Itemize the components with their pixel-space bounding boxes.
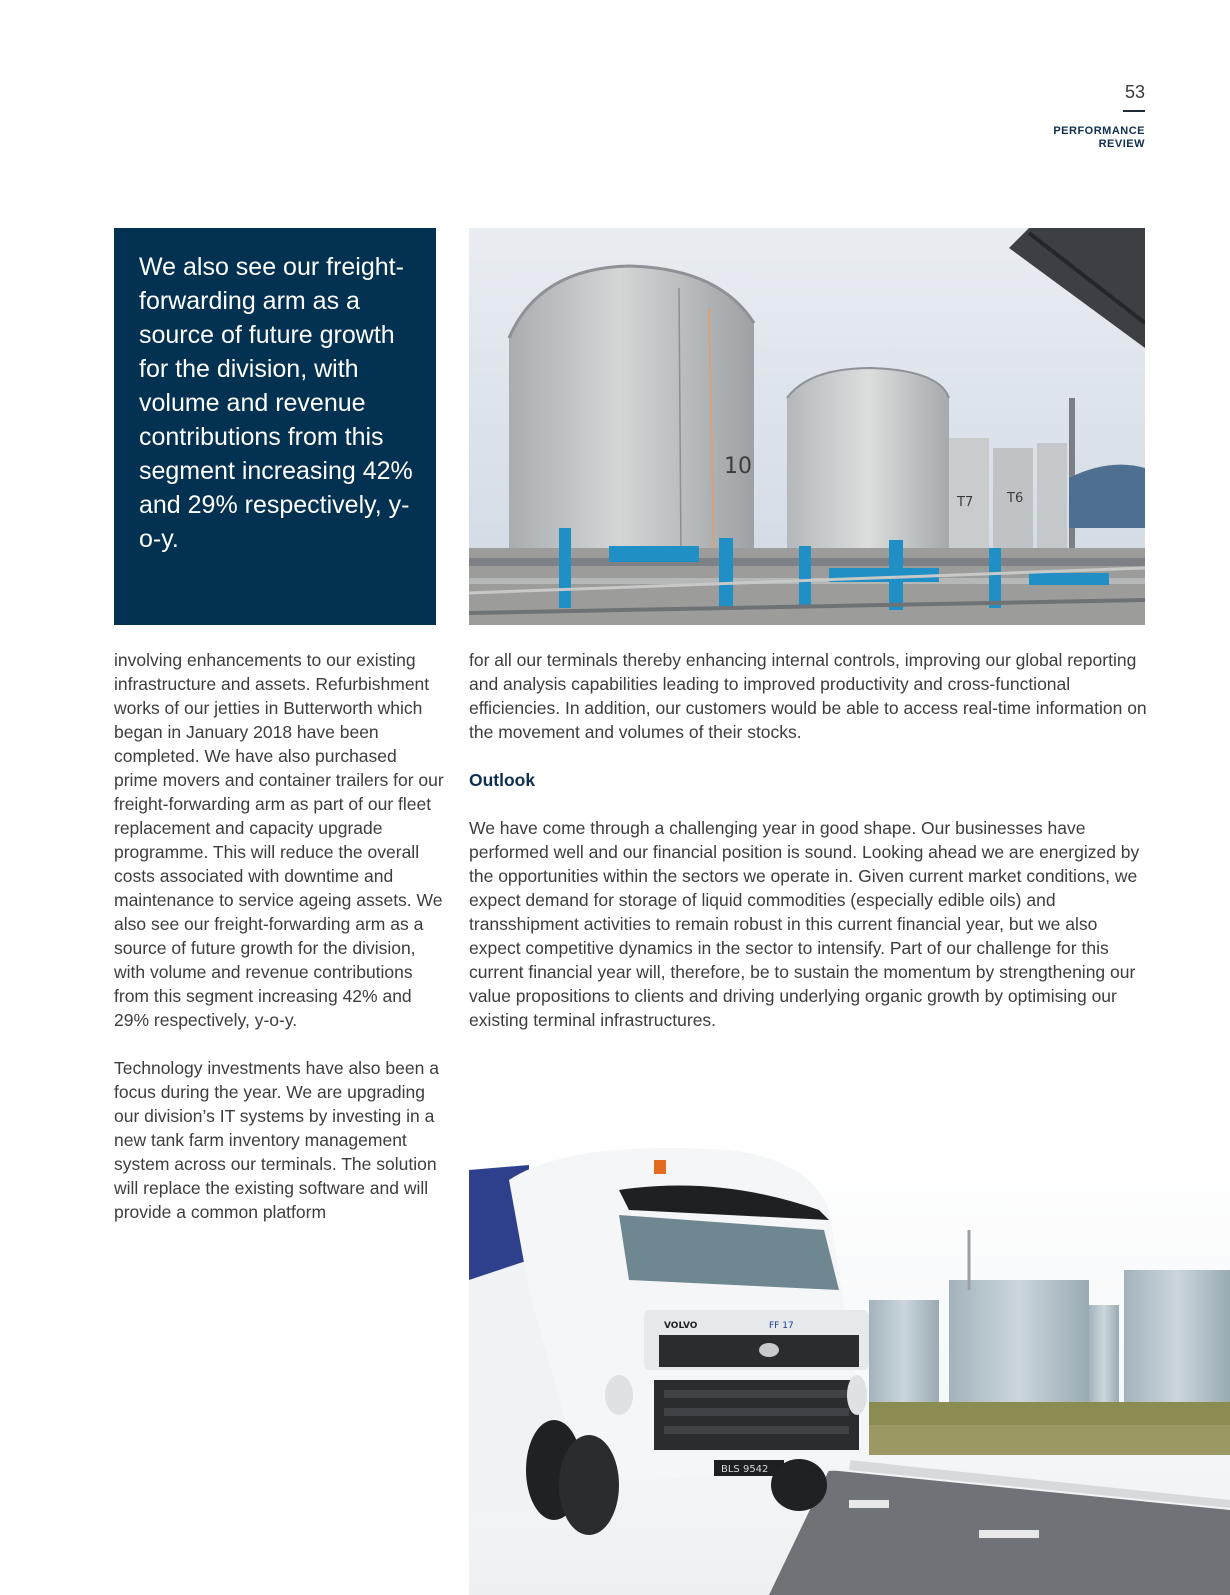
truck-number-plate: BLS 9542 bbox=[721, 1464, 769, 1475]
section-label-line1: PERFORMANCE bbox=[1053, 125, 1145, 137]
tank-marking-t7: T7 bbox=[957, 495, 974, 510]
tank-marking-t6: T6 bbox=[1007, 491, 1024, 506]
pull-quote bbox=[114, 228, 436, 625]
outlook-heading: Outlook bbox=[469, 770, 536, 790]
section-label bbox=[945, 125, 1145, 151]
right-text-column bbox=[469, 648, 1149, 1032]
right-paragraph-1: for all our terminals thereby enhancing internal controls, improving our global reporting and analysis capabilities leading to improved productivity and cross-functional efficiencies. In addition, our customers would be able to access real-time information on the movement and volumes of their stocks. bbox=[469, 650, 1147, 742]
section-label-line2: REVIEW bbox=[1098, 138, 1145, 150]
page-header bbox=[945, 80, 1145, 151]
left-paragraph-2: Technology investments have also been a focus during the year. We are upgrading our division’s IT systems by investing in a new tank farm inventory management system across our terminals. The solution will replace the existing software and will provide a common platform bbox=[114, 1058, 439, 1222]
outlook-paragraph: We have come through a challenging year in good shape. Our businesses have performed well and our financial position is sound. Looking ahead we are energized by the opportunities within the sectors we operate in. Given current market conditions, we expect demand for storage of liquid commodities (especially edible oils) and transshipment activities to remain robust in this current financial year, but we also expect competitive dynamics in the sector to intensify. Part of our challenge for this current financial year will, therefore, be to sustain the momentum by strengthening our value propositions to clients and driving underlying organic growth by optimising our existing terminal infrastructures. bbox=[469, 818, 1140, 1030]
left-paragraph-1: involving enhancements to our existing infrastructure and assets. Refurbishment works of our jetties in Butterworth which began in January 2018 have been completed. We have also purchased prime movers and container trailers for our freight-forwarding arm as part of our fleet replacement and capacity upgrade programme. This will reduce the overall costs associated with downtime and maintenance to service ageing assets. We also see our freight-forwarding arm as a source of future growth for the division, with volume and revenue contributions from this segment increasing 42% and 29% respectively, y-o-y. bbox=[114, 650, 444, 1030]
prime-mover-truck-photo bbox=[469, 1140, 1230, 1595]
truck-cab-code: FF 17 bbox=[769, 1321, 794, 1331]
page-number: 53 bbox=[1124, 82, 1145, 102]
storage-tanks-photo bbox=[469, 228, 1145, 625]
left-text-column bbox=[114, 648, 444, 1224]
tank-number-10: 10 bbox=[724, 454, 752, 479]
pull-quote-text: We also see our freight-forwarding arm as a source of future growth for the division, with volume and revenue contributions from this segment increasing 42% and 29% respectively, y-o-y. bbox=[139, 253, 413, 553]
header-rule bbox=[1123, 110, 1145, 112]
truck-brand-label: VOLVO bbox=[664, 1321, 698, 1331]
